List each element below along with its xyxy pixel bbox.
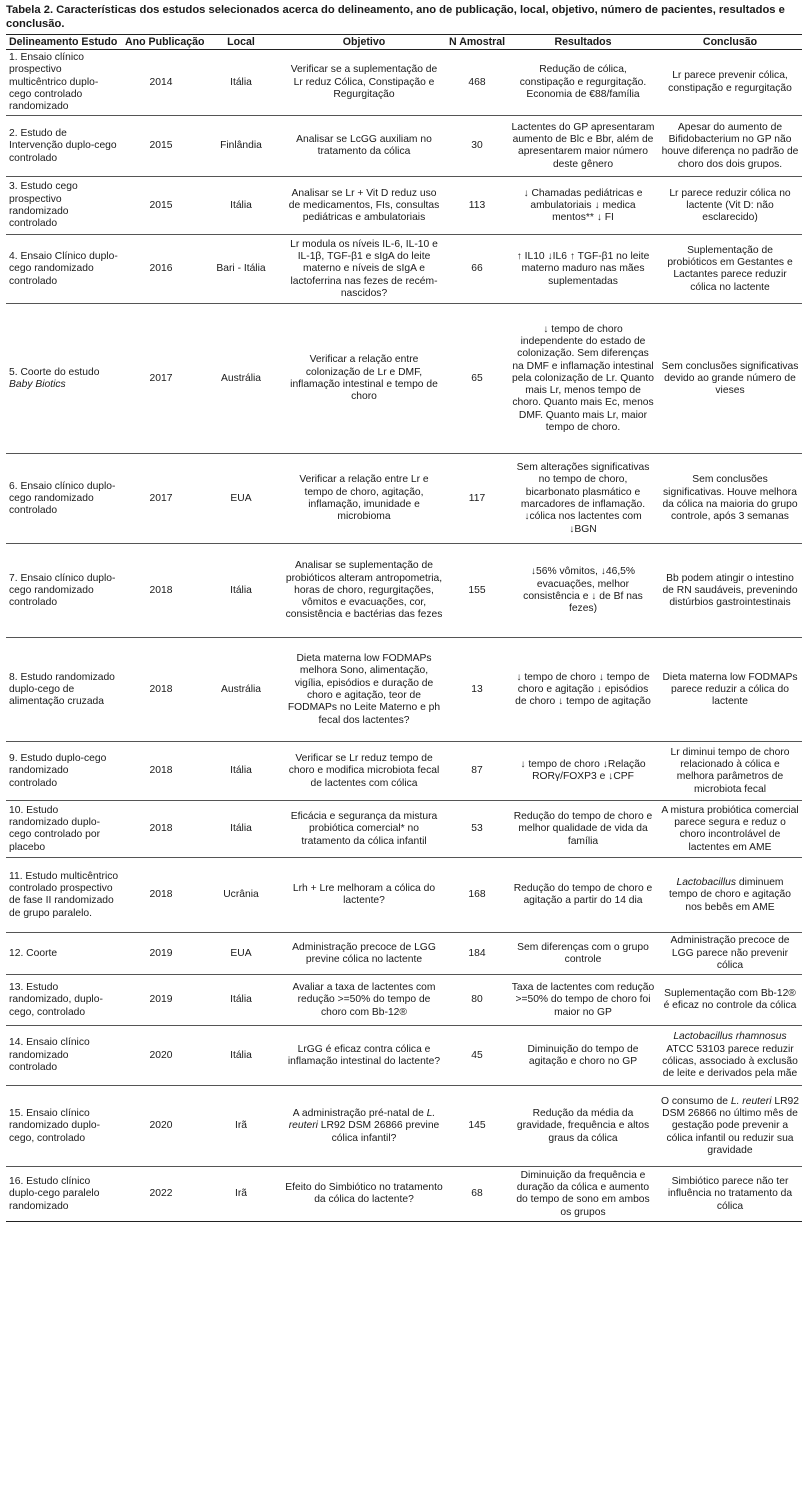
cell-n-amostral-text: 13 bbox=[471, 683, 483, 695]
cell-ano bbox=[122, 801, 200, 858]
cell-conclusao-text: ATCC 53103 parece reduzir cólicas, associado à exclusão de leite e derivados pela mãe bbox=[662, 1043, 798, 1080]
cell-ano bbox=[122, 1026, 200, 1086]
cell-conclusao bbox=[658, 742, 802, 801]
cell-conclusao bbox=[658, 858, 802, 933]
cell-resultados-text: ↓ tempo de choro independente do estado de colonização. Sem diferenças na DMF e inflamação intestinal pela colonização de Lr. Quanto mais Lr, menos tempo de choro. Quanto mais Ec, menos DMF. Quanto mais Lr, maior tempo de choro. bbox=[512, 323, 654, 434]
cell-ano-text: 2017 bbox=[149, 372, 173, 384]
cell-resultados-text: Taxa de lactentes com redução >=50% do tempo de choro foi maior no GP bbox=[511, 981, 655, 1018]
cell-delineamento bbox=[6, 1026, 122, 1086]
cell-ano-text: 2015 bbox=[149, 140, 173, 152]
cell-local bbox=[200, 116, 282, 177]
cell-conclusao bbox=[658, 975, 802, 1026]
cell-resultados-text: Sem alterações significativas no tempo de choro, bicarbonato plasmático e marcadores de inflamação. ↓cólica nos lactentes com ↓BGN bbox=[516, 462, 650, 535]
cell-n-amostral-text: 113 bbox=[468, 199, 486, 211]
cell-delineamento-text: 5. Coorte do estudo bbox=[9, 366, 100, 378]
cell-ano-text: 2016 bbox=[149, 263, 173, 275]
cell-objetivo-text: Analisar se Lr + Vit D reduz uso de medicamentos, FIs, consultas pediátricas e ambulatoriais bbox=[288, 187, 440, 224]
cell-conclusao-text: LR92 DSM 26866 no último mês de gestação pode prevenir a cólica infantil ou reduzir sua gravidade bbox=[662, 1095, 799, 1156]
table-row bbox=[6, 304, 802, 454]
table-row bbox=[6, 116, 802, 177]
header-resultados: Resultados bbox=[508, 35, 658, 50]
cell-delineamento-text: 3. Estudo cego prospectivo randomizado controlado bbox=[9, 181, 78, 230]
table-caption: Tabela 2. Características dos estudos selecionados acerca do delineamento, ano de publicação, local, objetivo, número de pacientes, resultados e conclusão. bbox=[6, 4, 785, 30]
cell-local bbox=[200, 1167, 282, 1222]
cell-n-amostral bbox=[446, 801, 508, 858]
cell-local-text: Itália bbox=[230, 76, 252, 88]
cell-local-text: Itália bbox=[230, 584, 252, 596]
cell-delineamento bbox=[6, 235, 122, 304]
table-row bbox=[6, 50, 802, 116]
cell-local-text: Austrália bbox=[220, 372, 262, 384]
cell-objetivo-text: LrGG é eficaz contra cólica e inflamação intestinal do lactente? bbox=[287, 1043, 441, 1067]
cell-local-text: EUA bbox=[230, 492, 252, 504]
cell-local-text: Itália bbox=[230, 199, 252, 211]
cell-objetivo bbox=[282, 544, 446, 638]
cell-local-text: Itália bbox=[230, 994, 252, 1006]
cell-ano bbox=[122, 858, 200, 933]
cell-conclusao-italic: Lactobacillus bbox=[676, 877, 736, 889]
cell-objetivo bbox=[282, 638, 446, 742]
cell-delineamento-text: 16. Estudo clínico duplo-cego paralelo randomizado bbox=[9, 1175, 100, 1212]
cell-ano bbox=[122, 304, 200, 454]
cell-conclusao-italic: Lactobacillus rhamnosus bbox=[673, 1031, 787, 1043]
cell-ano-text: 2018 bbox=[149, 889, 173, 901]
header-delineamento: Delineamento Estudo bbox=[6, 35, 122, 50]
cell-local-text: Irã bbox=[234, 1120, 248, 1132]
cell-ano bbox=[122, 1086, 200, 1167]
cell-local-text: Finlândia bbox=[220, 140, 262, 152]
cell-conclusao bbox=[658, 638, 802, 742]
cell-local bbox=[200, 50, 282, 116]
cell-objetivo bbox=[282, 454, 446, 544]
cell-ano-text: 2022 bbox=[149, 1188, 173, 1200]
cell-objetivo-text: Verificar a relação entre Lr e tempo de choro, agitação, inflamação, imunidade e microbioma bbox=[299, 474, 429, 523]
cell-resultados-text: Redução da média da gravidade, frequência e altos graus da cólica bbox=[516, 1107, 650, 1144]
cell-conclusao bbox=[658, 235, 802, 304]
cell-objetivo-text: Verificar se a suplementação de Lr reduz Cólica, Constipação e Regurgitação bbox=[290, 64, 438, 100]
header-conclusao: Conclusão bbox=[658, 35, 802, 50]
cell-ano bbox=[122, 177, 200, 235]
cell-n-amostral-text: 65 bbox=[471, 372, 483, 384]
cell-resultados-text: Sem diferenças com o grupo controle bbox=[517, 941, 649, 965]
cell-objetivo-italic: L. reuteri bbox=[288, 1107, 436, 1132]
cell-local bbox=[200, 454, 282, 544]
cell-n-amostral bbox=[446, 1086, 508, 1167]
cell-ano-text: 2018 bbox=[149, 765, 173, 777]
cell-resultados bbox=[508, 454, 658, 544]
cell-conclusao-text: diminuem tempo de choro e agitação nos bebês em AME bbox=[669, 877, 791, 913]
cell-ano bbox=[122, 933, 200, 975]
header-n-amostral: N Amostral bbox=[446, 35, 508, 50]
cell-local-text: Irã bbox=[234, 1188, 248, 1200]
cell-delineamento-text: 13. Estudo randomizado, duplo-cego, controlado bbox=[9, 981, 103, 1018]
cell-resultados bbox=[508, 1167, 658, 1222]
table-row bbox=[6, 454, 802, 544]
table-row bbox=[6, 801, 802, 858]
cell-ano-text: 2018 bbox=[149, 683, 173, 695]
cell-resultados bbox=[508, 50, 658, 116]
cell-objetivo-text: Efeito do Simbiótico no tratamento da cólica do lactente? bbox=[285, 1182, 443, 1206]
cell-n-amostral bbox=[446, 544, 508, 638]
cell-objetivo bbox=[282, 1026, 446, 1086]
cell-ano-text: 2017 bbox=[149, 492, 173, 504]
cell-conclusao-italic: L. reuteri bbox=[730, 1095, 772, 1107]
cell-objetivo-text: Administração precoce de LGG previne cólica no lactente bbox=[292, 941, 436, 965]
cell-objetivo-text: Lrh + Lre melhoram a cólica do lactente? bbox=[292, 883, 436, 907]
table-row bbox=[6, 1086, 802, 1167]
cell-local bbox=[200, 858, 282, 933]
cell-delineamento-text: 11. Estudo multicêntrico controlado prospectivo de fase II randomizado de grupo paralelo. bbox=[9, 870, 119, 919]
cell-n-amostral-text: 45 bbox=[471, 1049, 483, 1061]
cell-resultados-text: Lactentes do GP apresentaram aumento de Blc e Bbr, além de apresentarem maior número deste gênero bbox=[511, 121, 655, 170]
cell-n-amostral-text: 468 bbox=[468, 76, 486, 88]
cell-objetivo-text: Lr modula os níveis IL-6, IL-10 e IL-1β, TGF-β1 e sIgA do leite materno e níveis de sIgA e lactoferrina nas fezes de recém-nascidos? bbox=[290, 238, 438, 299]
cell-delineamento-text: 6. Ensaio clínico duplo-cego randomizado controlado bbox=[9, 480, 116, 517]
cell-local-text: Itália bbox=[230, 823, 252, 835]
cell-conclusao-text: Suplementação de probióticos em Gestantes e Lactantes parece reduzir cólica no lactente bbox=[667, 244, 793, 293]
cell-resultados bbox=[508, 975, 658, 1026]
cell-resultados-text: ↓ Chamadas pediátricas e ambulatoriais ↓ medica mentos** ↓ FI bbox=[523, 187, 643, 224]
cell-resultados-text: ↓ tempo de choro ↓ tempo de choro e agitação ↓ episódios de choro ↓ tempo de agitação bbox=[515, 671, 651, 708]
table-header-row bbox=[6, 35, 802, 50]
cell-ano-text: 2020 bbox=[149, 1120, 173, 1132]
cell-ano-text: 2019 bbox=[149, 994, 173, 1006]
cell-n-amostral bbox=[446, 50, 508, 116]
cell-objetivo bbox=[282, 975, 446, 1026]
table-row bbox=[6, 975, 802, 1026]
header-objetivo: Objetivo bbox=[282, 35, 446, 50]
cell-conclusao-text: Sem conclusões significativas devido ao grande número de vieses bbox=[661, 360, 799, 397]
cell-local bbox=[200, 742, 282, 801]
cell-delineamento bbox=[6, 975, 122, 1026]
cell-local-text: EUA bbox=[230, 947, 252, 959]
cell-resultados-text: Diminuição da frequência e duração da cólica e aumento do tempo de sono em ambos os grupos bbox=[516, 1169, 650, 1218]
cell-conclusao-text: Suplementação com Bb-12® é eficaz no controle da cólica bbox=[663, 988, 797, 1012]
cell-objetivo bbox=[282, 742, 446, 801]
cell-delineamento bbox=[6, 933, 122, 975]
header-local: Local bbox=[200, 35, 282, 50]
cell-delineamento-text: 9. Estudo duplo-cego randomizado controlado bbox=[9, 753, 107, 789]
cell-ano-text: 2020 bbox=[149, 1049, 173, 1061]
cell-local bbox=[200, 1026, 282, 1086]
cell-objetivo-prefix: A administração pré-natal de bbox=[292, 1107, 424, 1119]
cell-delineamento bbox=[6, 1086, 122, 1167]
cell-objetivo-text: Analisar se LcGG auxiliam no tratamento da cólica bbox=[296, 134, 432, 158]
cell-delineamento-text: 7. Ensaio clínico duplo-cego randomizado controlado bbox=[9, 572, 116, 609]
header-ano: Ano Publicação bbox=[122, 35, 200, 50]
cell-conclusao bbox=[658, 544, 802, 638]
cell-local-text: Austrália bbox=[220, 683, 262, 695]
table-row bbox=[6, 858, 802, 933]
cell-resultados-text: ↓ tempo de choro ↓Relação RORγ/FOXP3 e ↓CPF bbox=[520, 759, 646, 783]
studies-table bbox=[6, 34, 802, 1222]
cell-local bbox=[200, 235, 282, 304]
cell-objetivo bbox=[282, 858, 446, 933]
cell-conclusao-text: Simbiótico parece não ter influência no tratamento da cólica bbox=[667, 1175, 793, 1212]
cell-objetivo-text: Eficácia e segurança da mistura probiótica comercial* no tratamento da cólica infantil bbox=[290, 811, 438, 847]
cell-delineamento bbox=[6, 858, 122, 933]
cell-n-amostral bbox=[446, 116, 508, 177]
cell-objetivo-text: LR92 DSM 26866 previne cólica infantil? bbox=[320, 1120, 440, 1144]
cell-conclusao bbox=[658, 177, 802, 235]
cell-resultados bbox=[508, 801, 658, 858]
cell-n-amostral-text: 53 bbox=[471, 823, 483, 835]
cell-n-amostral-text: 184 bbox=[468, 947, 486, 959]
cell-n-amostral bbox=[446, 1026, 508, 1086]
cell-n-amostral bbox=[446, 1167, 508, 1222]
cell-objetivo-text: Verificar se Lr reduz tempo de choro e modifica microbiota fecal de lactentes com cólica bbox=[288, 753, 440, 789]
cell-local bbox=[200, 1086, 282, 1167]
cell-conclusao-text: Lr parece reduzir cólica no lactente (Vit D: não esclarecido) bbox=[669, 187, 791, 224]
cell-ano bbox=[122, 235, 200, 304]
cell-ano bbox=[122, 742, 200, 801]
cell-conclusao-text: Lr diminui tempo de choro relacionado à cólica e melhora parâmetros de microbiota fecal bbox=[670, 746, 790, 795]
cell-resultados-text: Diminuição do tempo de agitação e choro no GP bbox=[527, 1043, 639, 1067]
cell-conclusao bbox=[658, 1026, 802, 1086]
cell-resultados bbox=[508, 742, 658, 801]
cell-n-amostral-text: 87 bbox=[471, 765, 483, 777]
cell-ano bbox=[122, 1167, 200, 1222]
cell-delineamento-text: 4. Ensaio Clínico duplo-cego randomizado controlado bbox=[9, 251, 118, 287]
cell-n-amostral-text: 155 bbox=[468, 584, 486, 596]
table-row bbox=[6, 544, 802, 638]
cell-conclusao bbox=[658, 933, 802, 975]
cell-local-text: Bari - Itália bbox=[216, 263, 266, 275]
cell-delineamento-text: 10. Estudo randomizado duplo-cego controlado por placebo bbox=[9, 804, 101, 853]
cell-n-amostral bbox=[446, 975, 508, 1026]
cell-n-amostral-text: 80 bbox=[471, 994, 483, 1006]
cell-resultados-text: Redução do tempo de choro e melhor qualidade de vida da família bbox=[513, 811, 653, 847]
cell-objetivo bbox=[282, 235, 446, 304]
cell-objetivo-text: Dieta materna low FODMAPs melhora Sono, alimentação, vigília, episódios e duração de choro e agitação, teor de FODMAPs no Leite Materno e ph fecal dos lactentes? bbox=[287, 653, 441, 726]
cell-n-amostral bbox=[446, 933, 508, 975]
cell-n-amostral bbox=[446, 235, 508, 304]
table-row bbox=[6, 742, 802, 801]
cell-conclusao bbox=[658, 1167, 802, 1222]
cell-delineamento-italic: Baby Biotics bbox=[9, 378, 66, 390]
cell-delineamento bbox=[6, 742, 122, 801]
cell-resultados bbox=[508, 544, 658, 638]
cell-n-amostral-text: 66 bbox=[471, 263, 483, 275]
cell-local bbox=[200, 304, 282, 454]
cell-conclusao-text: Sem conclusões significativas. Houve melhora da cólica na maioria do grupo controle, após 3 semanas bbox=[662, 474, 798, 523]
cell-conclusao-text: Bb podem atingir o intestino de RN saudáveis, prevenindo distúrbios gastrointestinais bbox=[662, 572, 798, 609]
cell-n-amostral-text: 117 bbox=[468, 492, 486, 504]
table-row bbox=[6, 177, 802, 235]
cell-n-amostral bbox=[446, 858, 508, 933]
cell-delineamento bbox=[6, 50, 122, 116]
cell-delineamento bbox=[6, 544, 122, 638]
cell-local-text: Itália bbox=[230, 765, 252, 777]
cell-local bbox=[200, 638, 282, 742]
cell-objetivo-text: Analisar se suplementação de probióticos alteram antropometria, horas de choro, regurgitações, vômitos e evacuações, cor, consistência e bactérias das fezes bbox=[285, 560, 443, 621]
cell-ano-text: 2014 bbox=[149, 76, 173, 88]
cell-n-amostral bbox=[446, 304, 508, 454]
cell-delineamento bbox=[6, 454, 122, 544]
cell-objetivo bbox=[282, 801, 446, 858]
cell-resultados bbox=[508, 116, 658, 177]
cell-ano bbox=[122, 50, 200, 116]
table-row bbox=[6, 933, 802, 975]
cell-delineamento bbox=[6, 638, 122, 742]
cell-n-amostral-text: 30 bbox=[471, 140, 483, 152]
cell-resultados-text: Redução do tempo de choro e agitação a partir do 14 dia bbox=[513, 883, 653, 907]
cell-conclusao-text: Dieta materna low FODMAPs parece reduzir a cólica do lactente bbox=[662, 671, 798, 708]
table-row bbox=[6, 235, 802, 304]
cell-objetivo bbox=[282, 933, 446, 975]
cell-resultados-text: ↑ IL10 ↓IL6 ↑ TGF-β1 no leite materno maduro nas mães suplementadas bbox=[516, 251, 650, 287]
cell-conclusao-text: Apesar do aumento de Bifidobacterium no GP não houve diferença no padrão de choro dos dois grupos. bbox=[661, 121, 799, 170]
cell-resultados bbox=[508, 235, 658, 304]
cell-resultados bbox=[508, 933, 658, 975]
cell-resultados bbox=[508, 304, 658, 454]
cell-ano-text: 2019 bbox=[149, 947, 173, 959]
cell-conclusao bbox=[658, 304, 802, 454]
cell-ano-text: 2018 bbox=[149, 823, 173, 835]
cell-n-amostral bbox=[446, 454, 508, 544]
cell-ano bbox=[122, 975, 200, 1026]
cell-delineamento-text: 14. Ensaio clínico randomizado controlado bbox=[9, 1037, 90, 1074]
cell-resultados bbox=[508, 1026, 658, 1086]
cell-local bbox=[200, 801, 282, 858]
cell-conclusao-prefix: O consumo de bbox=[661, 1095, 728, 1107]
cell-delineamento-text: 12. Coorte bbox=[9, 947, 58, 959]
cell-local-text: Ucrânia bbox=[223, 889, 259, 901]
cell-delineamento-text: 8. Estudo randomizado duplo-cego de alimentação cruzada bbox=[9, 671, 115, 708]
table-row bbox=[6, 1167, 802, 1222]
cell-resultados-text: Redução de cólica, constipação e regurgitação. Economia de €88/família bbox=[519, 64, 647, 100]
cell-n-amostral-text: 68 bbox=[471, 1188, 483, 1200]
cell-resultados bbox=[508, 858, 658, 933]
cell-ano-text: 2015 bbox=[149, 199, 173, 211]
table-body bbox=[6, 50, 802, 1222]
cell-local bbox=[200, 933, 282, 975]
table-row bbox=[6, 1026, 802, 1086]
cell-local bbox=[200, 975, 282, 1026]
cell-local bbox=[200, 544, 282, 638]
cell-conclusao bbox=[658, 801, 802, 858]
cell-delineamento bbox=[6, 304, 122, 454]
cell-ano-text: 2018 bbox=[149, 584, 173, 596]
cell-conclusao-text: Lr parece prevenir cólica, constipação e regurgitação bbox=[668, 70, 792, 94]
cell-ano bbox=[122, 638, 200, 742]
cell-ano bbox=[122, 116, 200, 177]
cell-resultados bbox=[508, 638, 658, 742]
cell-conclusao-text: A mistura probiótica comercial parece segura e reduz o choro incontrolável de lactentes em AME bbox=[661, 804, 799, 853]
cell-objetivo bbox=[282, 116, 446, 177]
cell-ano bbox=[122, 454, 200, 544]
cell-objetivo-text: Avaliar a taxa de lactentes com redução >=50% do tempo de choro com Bb-12® bbox=[292, 981, 436, 1018]
cell-objetivo bbox=[282, 177, 446, 235]
cell-conclusao bbox=[658, 1086, 802, 1167]
cell-delineamento-text: 2. Estudo de Intervenção duplo-cego controlado bbox=[9, 128, 117, 164]
cell-local bbox=[200, 177, 282, 235]
cell-resultados-text: ↓56% vômitos, ↓46,5% evacuações, melhor consistência e ↓ de Bf nas fezes) bbox=[523, 566, 643, 615]
cell-conclusao bbox=[658, 116, 802, 177]
cell-conclusao bbox=[658, 454, 802, 544]
cell-resultados bbox=[508, 177, 658, 235]
cell-ano bbox=[122, 544, 200, 638]
cell-objetivo bbox=[282, 304, 446, 454]
cell-conclusao bbox=[658, 50, 802, 116]
cell-delineamento-text: 1. Ensaio clínico prospectivo multicêntrico duplo-cego controlado randomizado bbox=[9, 52, 99, 113]
table-row bbox=[6, 638, 802, 742]
cell-delineamento bbox=[6, 116, 122, 177]
cell-delineamento bbox=[6, 801, 122, 858]
cell-n-amostral bbox=[446, 638, 508, 742]
cell-n-amostral bbox=[446, 742, 508, 801]
cell-objetivo-text: Verificar a relação entre colonização de Lr e DMF, inflamação intestinal e tempo de choro bbox=[290, 354, 438, 403]
cell-n-amostral-text: 145 bbox=[468, 1120, 486, 1132]
cell-delineamento bbox=[6, 1167, 122, 1222]
cell-local-text: Itália bbox=[230, 1049, 252, 1061]
cell-delineamento-text: 15. Ensaio clínico randomizado duplo-cego, controlado bbox=[9, 1107, 101, 1144]
cell-resultados bbox=[508, 1086, 658, 1167]
cell-n-amostral-text: 168 bbox=[468, 889, 486, 901]
cell-objetivo bbox=[282, 1086, 446, 1167]
cell-conclusao-text: Administração precoce de LGG parece não prevenir cólica bbox=[670, 935, 790, 972]
cell-n-amostral bbox=[446, 177, 508, 235]
cell-delineamento bbox=[6, 177, 122, 235]
cell-objetivo bbox=[282, 1167, 446, 1222]
cell-objetivo bbox=[282, 50, 446, 116]
